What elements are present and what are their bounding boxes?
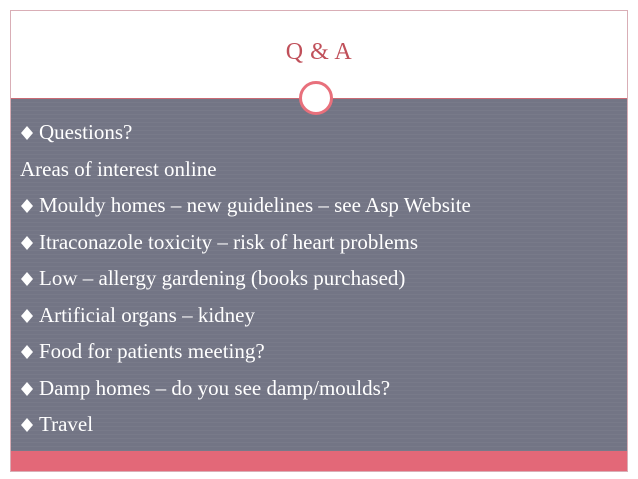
diamond-bullet-icon <box>20 271 34 287</box>
diamond-bullet-icon <box>20 125 34 141</box>
ring-icon <box>299 81 333 115</box>
list-item-text: Food for patients meeting? <box>39 339 265 363</box>
list-item-text: Damp homes – do you see damp/moulds? <box>39 375 391 400</box>
diamond-bullet-icon <box>20 417 34 433</box>
list-item-text: Mouldy homes – new guidelines – see Asp Website <box>39 193 471 217</box>
list-item-text: Travel <box>39 412 94 436</box>
list-item <box>20 114 610 151</box>
list-item <box>20 297 610 334</box>
slide-title: Q & A <box>285 39 353 65</box>
diamond-bullet-icon <box>20 381 34 397</box>
diamond-bullet-icon <box>20 344 34 360</box>
list-item-text: Questions? <box>39 120 133 144</box>
bullet-list <box>20 114 610 443</box>
list-item <box>20 224 610 261</box>
list-item-text: Areas of interest online <box>20 156 217 181</box>
list-item-text: Low – allergy gardening (books purchased) <box>39 266 406 290</box>
list-item <box>20 187 610 224</box>
diamond-bullet-icon <box>20 235 34 251</box>
list-item <box>20 151 610 188</box>
list-item <box>20 260 610 297</box>
title-area <box>11 11 627 91</box>
list-item <box>20 406 610 443</box>
diamond-bullet-icon <box>20 308 34 324</box>
list-item <box>20 370 610 407</box>
list-item-text: Artificial organs – kidney <box>39 302 255 327</box>
diamond-bullet-icon <box>20 198 34 214</box>
list-item-text: Itraconazole toxicity – risk of heart problems <box>39 229 419 254</box>
list-item <box>20 333 610 370</box>
bottom-bar <box>11 451 627 471</box>
